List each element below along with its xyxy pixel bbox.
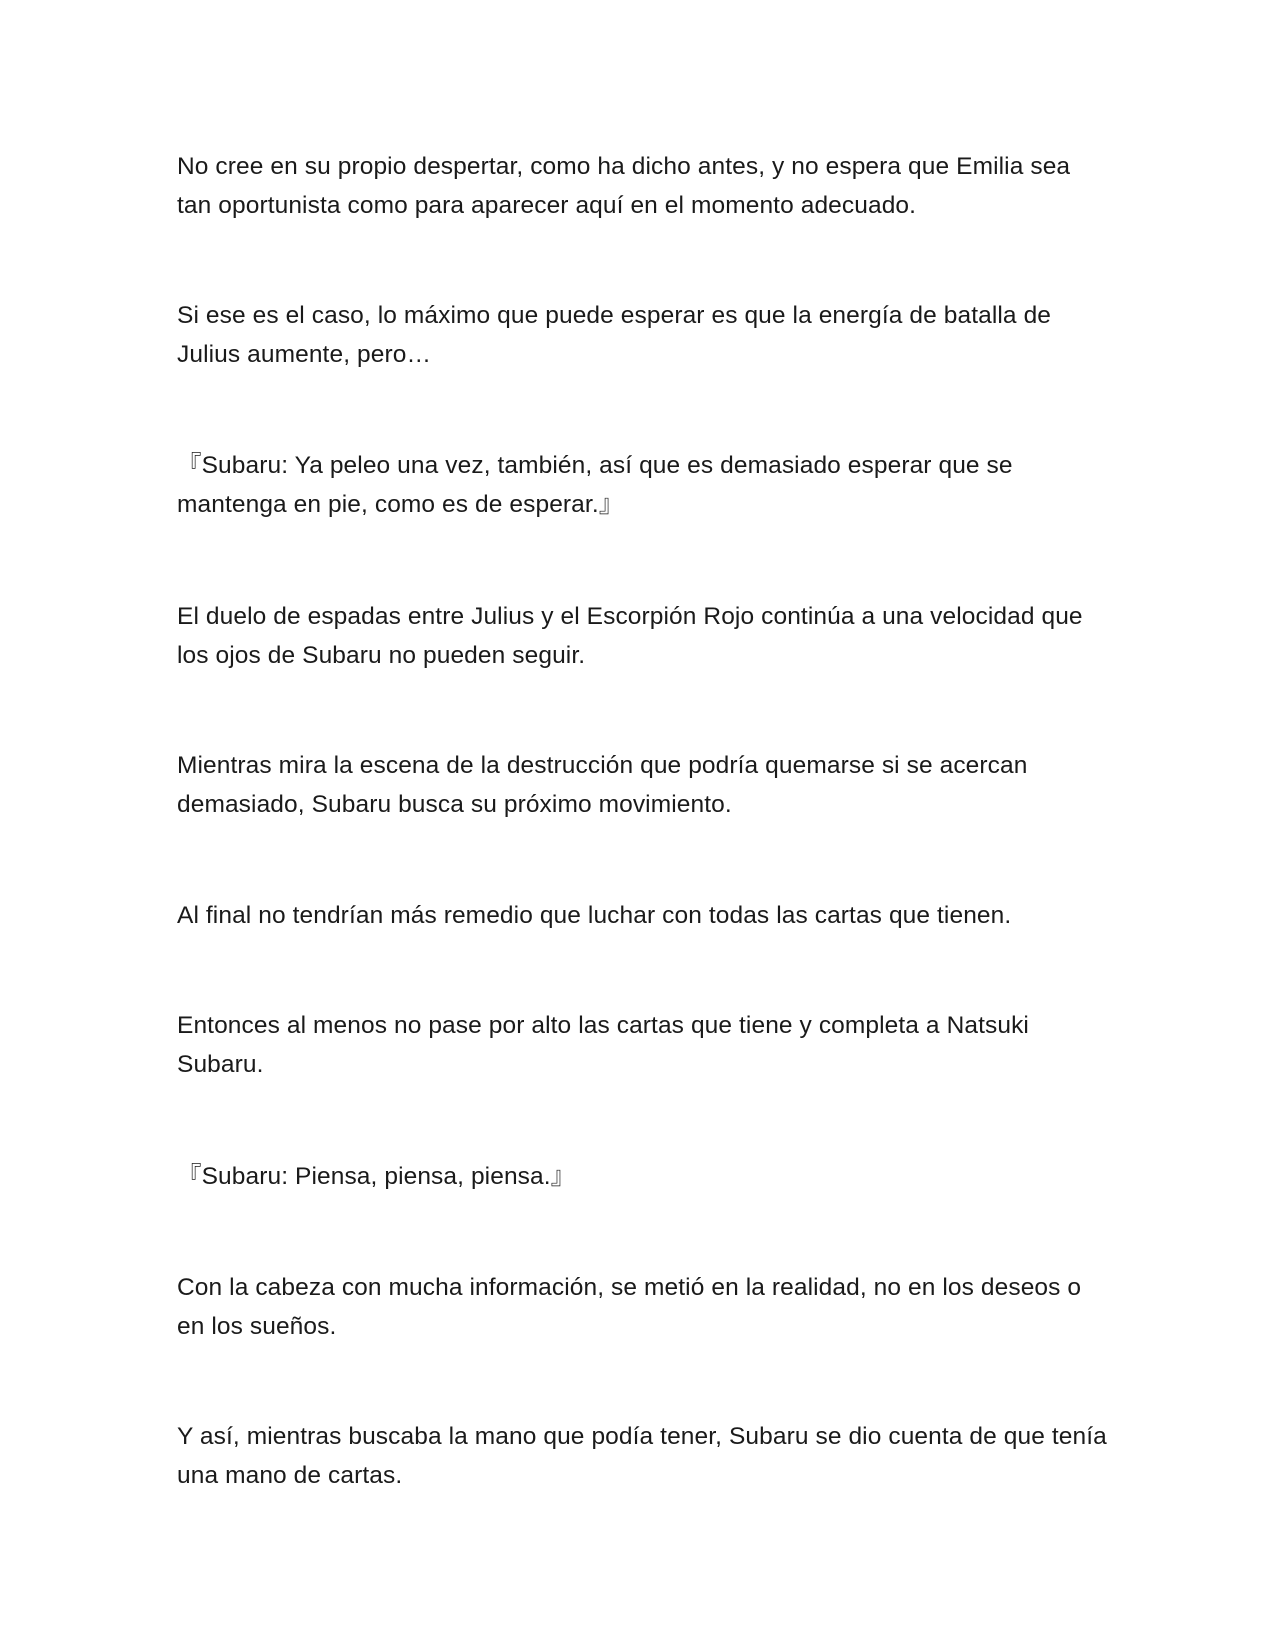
paragraph: Mientras mira la escena de la destrucción que podría quemarse si se acercan demasiado, Subaru busca su próximo movimiento. (177, 752, 1028, 818)
paragraph: No cree en su propio despertar, como ha dicho antes, y no espera que Emilia sea tan oportunista como para aparecer aquí en el momento adecuado. (177, 153, 1071, 219)
paragraph: El duelo de espadas entre Julius y el Escorpión Rojo continúa a una velocidad que los ojos de Subaru no pueden seguir. (177, 603, 1083, 669)
paragraph: Con la cabeza con mucha información, se metió en la realidad, no en los deseos o en los sueños. (177, 1274, 1082, 1340)
paragraph: Y así, mientras buscaba la mano que podía tener, Subaru se dio cuenta de que tenía una mano de cartas. (177, 1423, 1107, 1489)
paragraph: Si ese es el caso, lo máximo que puede esperar es que la energía de batalla de Julius aumente, pero… (177, 302, 1052, 368)
paragraph: Entonces al menos no pase por alto las cartas que tiene y completa a Natsuki Subaru. (177, 1012, 1029, 1078)
dialogue-paragraph: 『Subaru: Piensa, piensa, piensa.』 (177, 1163, 576, 1190)
paragraph: Al final no tendrían más remedio que luchar con todas las cartas que tienen. (177, 902, 1012, 929)
dialogue-paragraph: 『Subaru: Ya peleo una vez, también, así que es demasiado esperar que se mantenga en pie, como es de esperar.』 (177, 452, 1013, 518)
